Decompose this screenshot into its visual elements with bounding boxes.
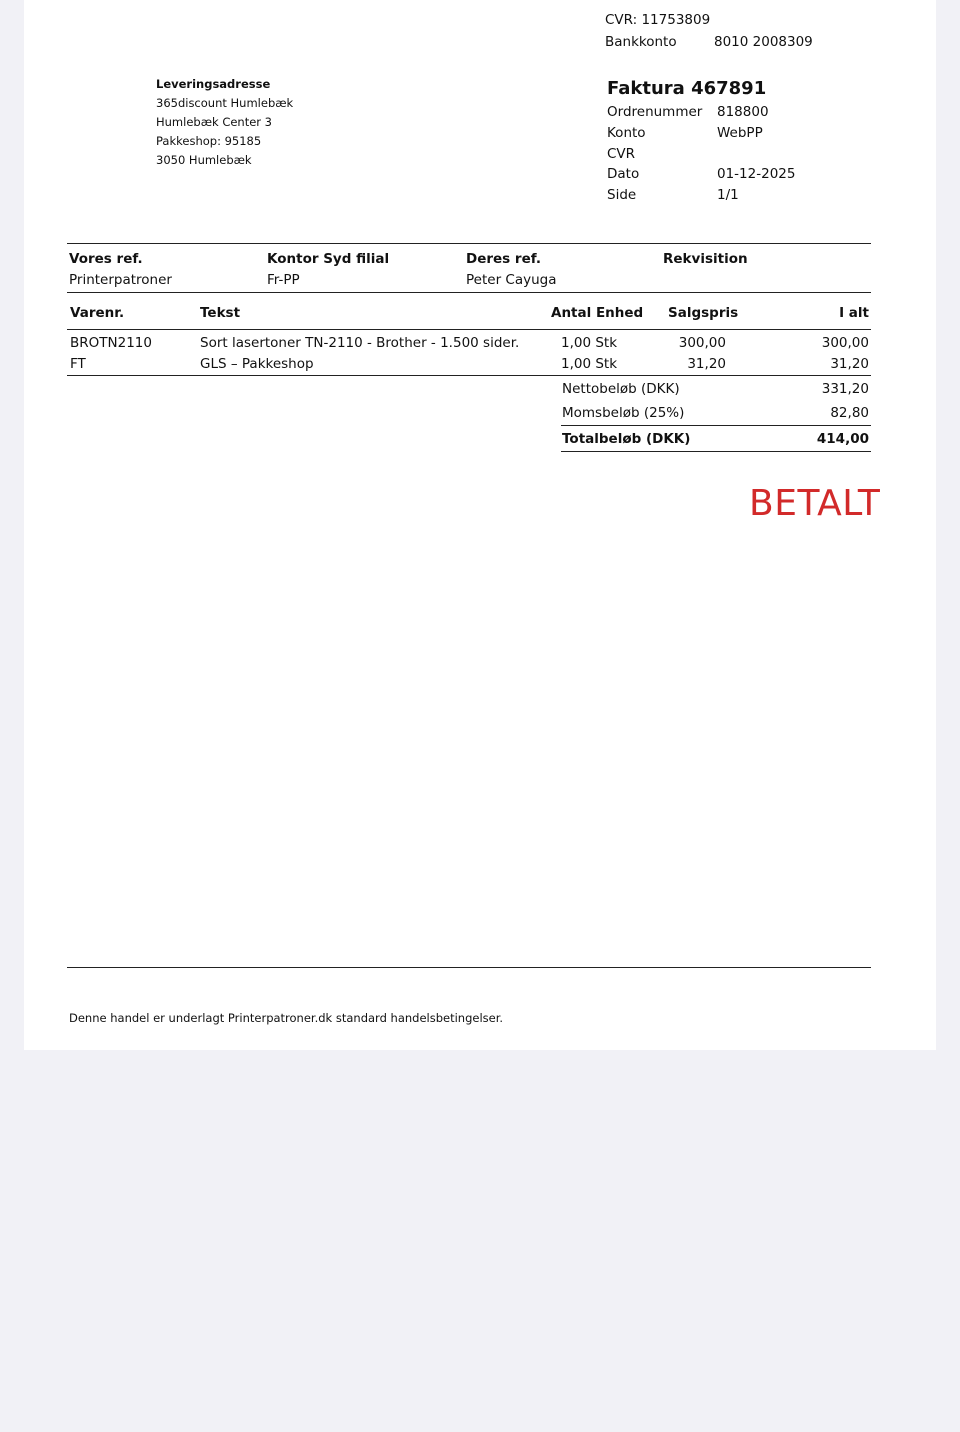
invoice-field-label: Ordrenummer bbox=[607, 104, 703, 120]
invoice-field-label: Konto bbox=[607, 125, 646, 141]
table-row-salgspris: 300,00 bbox=[678, 335, 726, 351]
invoice-field-value: 01-12-2025 bbox=[717, 166, 796, 182]
table-row-varenr: BROTN2110 bbox=[70, 335, 152, 351]
moms-label: Momsbeløb (25%) bbox=[562, 405, 685, 421]
invoice-field-label: Side bbox=[607, 187, 637, 203]
ref-header-rekvisition: Rekvisition bbox=[663, 251, 748, 267]
divider bbox=[67, 375, 871, 376]
col-header-varenr: Varenr. bbox=[70, 305, 125, 321]
footer-terms: Denne handel er underlagt Printerpatroner.dk standard handelsbetingelser. bbox=[69, 1011, 504, 1025]
invoice-field-value: WebPP bbox=[717, 125, 763, 141]
ref-header-kontor: Kontor Syd filial bbox=[267, 251, 390, 267]
invoice-title: Faktura 467891 bbox=[607, 78, 767, 99]
table-row-tekst: GLS – Pakkeshop bbox=[200, 356, 314, 372]
moms-value: 82,80 bbox=[830, 405, 869, 421]
ref-value-deres: Peter Cayuga bbox=[466, 272, 557, 288]
table-row-antal: 1,00 Stk bbox=[561, 356, 618, 372]
ref-header-deres: Deres ref. bbox=[466, 251, 541, 267]
company-cvr: CVR: 11753809 bbox=[605, 12, 711, 28]
table-row-antal: 1,00 Stk bbox=[561, 335, 618, 351]
divider bbox=[561, 425, 871, 426]
delivery-line: 365discount Humlebæk bbox=[156, 96, 294, 110]
paid-stamp: BETALT bbox=[749, 483, 881, 524]
invoice-field-value: 1/1 bbox=[717, 187, 739, 203]
table-row-tekst: Sort lasertoner TN-2110 - Brother - 1.500 sider. bbox=[200, 335, 520, 351]
col-header-antal: Antal Enhed bbox=[551, 305, 644, 321]
col-header-salgspris: Salgspris bbox=[668, 305, 739, 321]
col-header-tekst: Tekst bbox=[200, 305, 241, 321]
invoice-page bbox=[24, 0, 936, 1050]
table-row-ialt: 31,20 bbox=[830, 356, 869, 372]
delivery-line: Humlebæk Center 3 bbox=[156, 115, 272, 129]
total-label: Totalbeløb (DKK) bbox=[562, 431, 691, 447]
netto-label: Nettobeløb (DKK) bbox=[562, 381, 680, 397]
invoice-field-value: 818800 bbox=[717, 104, 769, 120]
invoice-field-label: Dato bbox=[607, 166, 640, 182]
total-value: 414,00 bbox=[816, 431, 869, 447]
divider bbox=[67, 329, 871, 330]
ref-value-vores: Printerpatroner bbox=[69, 272, 172, 288]
footer-divider bbox=[67, 967, 871, 968]
bank-value: 8010 2008309 bbox=[714, 34, 813, 50]
ref-value-kontor: Fr-PP bbox=[267, 272, 300, 288]
divider bbox=[67, 292, 871, 293]
divider bbox=[67, 243, 871, 244]
divider bbox=[561, 451, 871, 452]
table-row-varenr: FT bbox=[70, 356, 86, 372]
ref-header-vores: Vores ref. bbox=[69, 251, 143, 267]
bank-label: Bankkonto bbox=[605, 34, 677, 50]
col-header-ialt: I alt bbox=[839, 305, 869, 321]
netto-value: 331,20 bbox=[821, 381, 869, 397]
table-row-ialt: 300,00 bbox=[821, 335, 869, 351]
delivery-line: Pakkeshop: 95185 bbox=[156, 134, 262, 148]
table-row-salgspris: 31,20 bbox=[687, 356, 726, 372]
delivery-line: 3050 Humlebæk bbox=[156, 153, 252, 167]
invoice-field-label: CVR bbox=[607, 146, 636, 162]
delivery-heading: Leveringsadresse bbox=[156, 77, 271, 91]
